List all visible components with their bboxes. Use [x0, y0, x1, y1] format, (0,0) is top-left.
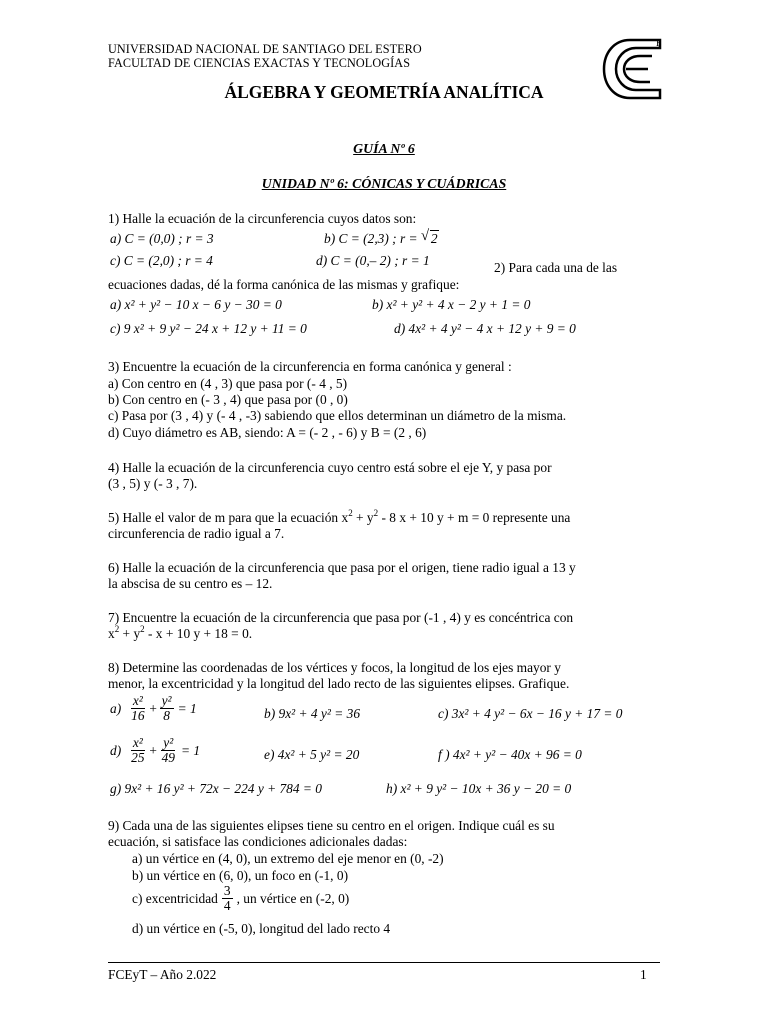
footer-rule [108, 962, 660, 963]
exercise-9-b: b) un vértice en (6, 0), un foco en (-1, 0) [132, 868, 349, 883]
exercise-8-c: c) 3x² + 4 y² − 6x − 16 y + 17 = 0 [438, 706, 623, 721]
exercise-8-h: h) x² + 9 y² − 10x + 36 y − 20 = 0 [386, 781, 572, 796]
exercise-9-line2: ecuación, si satisface las condiciones adicionales dadas: [108, 834, 408, 849]
exercise-8-a: a) $\frac{\text{x²}}{16}$ + $\frac{\text{y²}}{8}$ = 1 [110, 693, 197, 723]
exercise-7-line2: $x^2 + y^2 - x + 10$ y + 18 = 0. [108, 623, 253, 641]
exercise-4-line1: 4) Halle la ecuación de la circunferencia cuyo centro está sobre el eje Y, y pasa por [108, 460, 552, 475]
exercise-9-a: a) un vértice en (4, 0), un extremo del eje menor en (0, -2) [132, 851, 444, 866]
exercise-2-c: c) 9 x² + 9 y² − 24 x + 12 y + 11 = 0 [110, 321, 307, 336]
exercise-3-c: c) Pasa por (3 , 4) y (- 4 , -3) sabiendo que ellos determinan un diámetro de la misma. [108, 408, 567, 423]
exercise-1-stem: 1) Halle la ecuación de la circunferencia cuyos datos son: [108, 211, 417, 226]
exercise-2-stem-start: 2) Para cada una de las [494, 260, 618, 275]
exercise-8-d: d) $\frac{\text{x²}}{25}$ + $\frac{\text{y²}}{49}$ = 1 [110, 735, 201, 765]
exercise-3-d: d) Cuyo diámetro es AB, siendo: A = (- 2 , - 6) y B = (2 , 6) [108, 425, 427, 440]
exercise-9-line1: 9) Cada una de las siguientes elipses tiene su centro en el origen. Indique cuál es su [108, 818, 555, 833]
exercise-1-d: d) C = (0,– 2) ; r = 1 [316, 253, 430, 268]
faculty-name: FACULTAD DE CIENCIAS EXACTAS Y TECNOLOGÍAS [108, 56, 411, 70]
footer-text: FCEyT – Año 2.022 [108, 967, 217, 982]
university-name: UNIVERSIDAD NACIONAL DE SANTIAGO DEL ESTERO [108, 42, 422, 56]
exercise-9-d: d) un vértice en (-5, 0), longitud del lado recto 4 [132, 921, 391, 936]
exercise-8-b: b) 9x² + 4 y² = 36 [264, 706, 361, 721]
exercise-3-a: a) Con centro en (4 , 3) que pasa por (- 4 , 5) [108, 376, 348, 391]
logo-letter: E [656, 38, 662, 48]
exercise-8-e: e) 4x² + 5 y² = 20 [264, 747, 360, 762]
exercise-5-line1: 5) Halle el valor de m para que la ecuación $x^2 + y^2 - 8$ x + 10 y + m = 0 represente una [108, 507, 571, 525]
exercise-2-stem: ecuaciones dadas, dé la forma canónica de las mismas y grafique: [108, 277, 460, 292]
exercise-6-line1: 6) Halle la ecuación de la circunferencia que pasa por el origen, tiene radio igual a 13 y [108, 560, 576, 575]
exercise-3-stem: 3) Encuentre la ecuación de la circunferencia en forma canónica y general : [108, 359, 512, 374]
exercise-1-c: c) C = (2,0) ; r = 4 [110, 253, 213, 268]
exercise-7-line1: 7) Encuentre la ecuación de la circunferencia que pasa por (-1 , 4) y es concéntrica con [108, 610, 574, 625]
exercise-6-line2: la abscisa de su centro es – 12. [108, 576, 273, 591]
exercise-8-line1: 8) Determine las coordenadas de los vértices y focos, la longitud de los ejes mayor y [108, 660, 561, 675]
exercise-5-line2: circunferencia de radio igual a 7. [108, 526, 285, 541]
exercise-8-line2: menor, la excentricidad y la longitud del lado recto de las siguientes elipses. Grafique. [108, 676, 570, 691]
guide-title: GUÍA Nº 6 [353, 141, 415, 156]
exercise-8-g: g) 9x² + 16 y² + 72x − 224 y + 784 = 0 [110, 781, 323, 796]
page-number: 1 [640, 967, 647, 982]
exercise-8-f: f ) 4x² + y² − 40x + 96 = 0 [438, 747, 582, 762]
exercise-2-b: b) x² + y² + 4 x − 2 y + 1 = 0 [372, 297, 531, 312]
exercise-2-d: d) 4x² + 4 y² − 4 x + 12 y + 9 = 0 [394, 321, 576, 336]
exercise-4-line2: (3 , 5) y (- 3 , 7). [108, 476, 198, 491]
exercise-1-a: a) C = (0,0) ; r = 3 [110, 231, 214, 246]
course-title: ÁLGEBRA Y GEOMETRÍA ANALÍTICA [224, 82, 544, 102]
exercise-9-c: c) excentricidad $\frac{3}{4}$ , un vértice en (-2, 0) [132, 883, 350, 913]
unit-title: UNIDAD Nº 6: CÓNICAS Y CUÁDRICAS [261, 176, 507, 191]
exercise-3-b: b) Con centro en (- 3 , 4) que pasa por (0 , 0) [108, 392, 348, 407]
exercise-1-b: b) C = (2,3) ; r = √ 2 [324, 228, 438, 246]
exercise-2-a: a) x² + y² − 10 x − 6 y − 30 = 0 [110, 297, 282, 312]
